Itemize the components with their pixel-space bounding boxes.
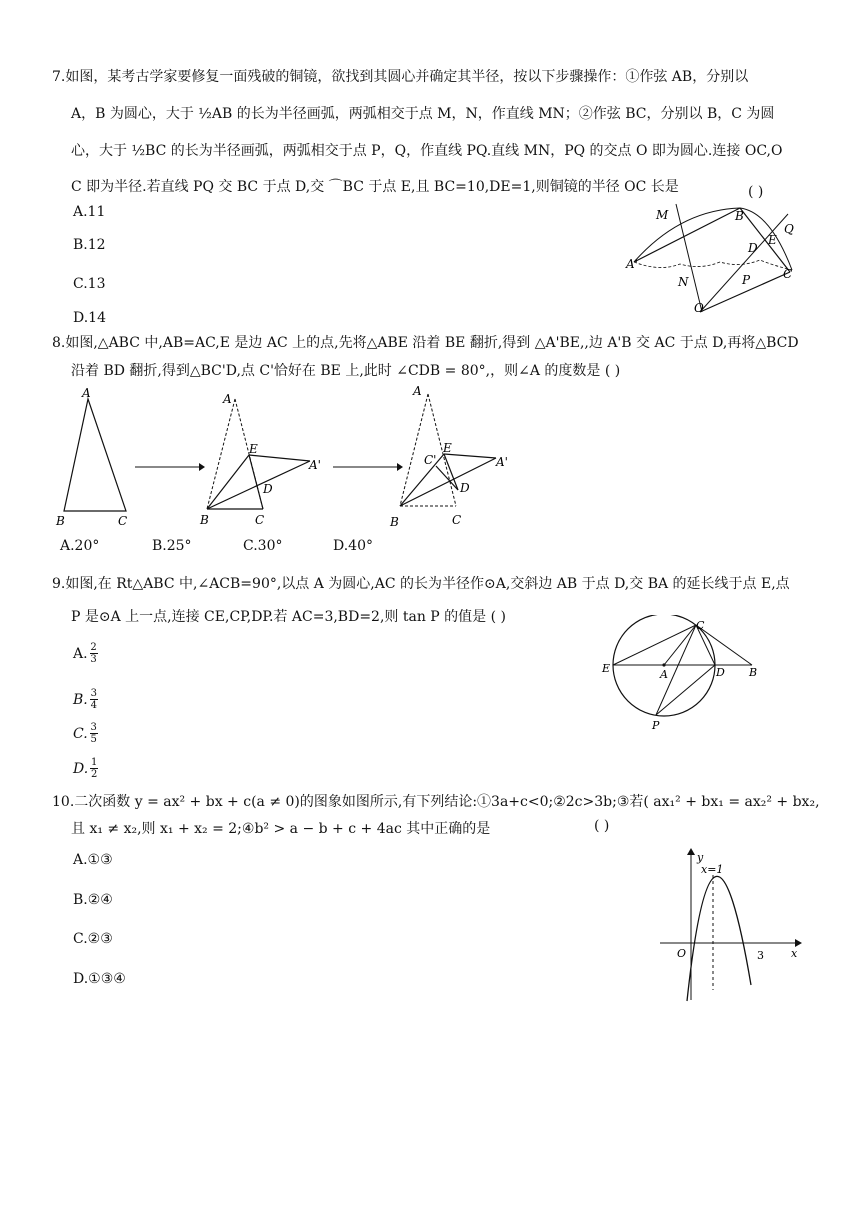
q9-option-c-den: 5 bbox=[90, 734, 97, 745]
q8-f3-label-c: C bbox=[452, 513, 462, 527]
q7-label-o: O bbox=[694, 301, 704, 315]
q10-line-2: 且 x₁ ≠ x₂,则 x₁ + x₂ = 2;④b² > a − b + c + 4ac 其中正确的是 bbox=[71, 821, 491, 837]
q10-label-axis: x=1 bbox=[701, 863, 724, 876]
q10-option-c[interactable]: C.②③ bbox=[73, 931, 113, 947]
q10-bracket: ( ) bbox=[594, 818, 610, 834]
q7-label-p: P bbox=[742, 273, 751, 287]
q9-option-c-num: 3 bbox=[90, 722, 97, 733]
q7-option-c[interactable]: C.13 bbox=[73, 276, 106, 292]
q7-option-b[interactable]: B.12 bbox=[73, 237, 106, 253]
q9-option-c-prefix: C. bbox=[73, 725, 88, 742]
q8-f3-label-c-prime: C' bbox=[424, 453, 437, 467]
q10-label-x: x bbox=[791, 947, 798, 960]
q8-f2-label-a: A bbox=[223, 392, 232, 406]
q9-label-d: D bbox=[716, 666, 725, 679]
q7-line-1: 7.如图，某考古学家要修复一面残破的铜镜，欲找到其圆心并确定其半径，按以下步骤操作：①作弦 AB，分别以 bbox=[52, 69, 749, 85]
q7-label-e: E bbox=[768, 233, 777, 247]
q7-label-b: B bbox=[735, 209, 744, 223]
q10-line-1: 10.二次函数 y = ax² + bx + c(a ≠ 0)的图象如图所示,有下列结论:①3a+c<0;②2c>3b;③若( ax₁² + bx₁ = ax₂² + bx₂, bbox=[52, 794, 820, 810]
q9-option-d[interactable] bbox=[73, 757, 98, 780]
q7-line-2: A，B 为圆心，大于 ½AB 的长为半径画弧，两弧相交于点 M，N，作直线 MN；②作弦 BC，分别以 B，C 为圆 bbox=[71, 106, 775, 122]
q10-parabola bbox=[687, 876, 751, 1001]
q8-f3-label-e: E bbox=[443, 441, 452, 455]
q8-f3-label-a: A bbox=[413, 384, 422, 398]
q8-f1-label-c: C bbox=[118, 514, 128, 528]
q8-option-c[interactable]: C.30° bbox=[243, 538, 283, 554]
q9-label-c: C bbox=[696, 619, 705, 632]
q9-option-d-den: 2 bbox=[91, 769, 98, 780]
q9-label-p: P bbox=[652, 719, 660, 732]
q10-label-origin: O bbox=[677, 947, 687, 960]
q9-option-a[interactable] bbox=[73, 642, 98, 665]
q9-option-b[interactable] bbox=[73, 688, 98, 711]
q7-label-d: D bbox=[748, 241, 758, 255]
q9-segment-ca bbox=[664, 625, 696, 665]
q9-option-b-den: 4 bbox=[90, 700, 97, 711]
q9-label-e: E bbox=[602, 662, 611, 675]
q7-line-4: C 即为半径.若直线 PQ 交 BC 于点 D,交 ⌒BC 于点 E,且 BC=10,DE=1,则铜镜的半径 OC 长是 bbox=[71, 179, 679, 195]
q9-option-d-num: 1 bbox=[91, 757, 98, 768]
q8-option-b[interactable]: B.25° bbox=[152, 538, 192, 554]
q8-f2-label-b: B bbox=[200, 513, 209, 527]
q7-line-3: 心，大于 ½BC 的长为半径画弧，两弧相交于点 P，Q，作直线 PQ.直线 MN，PQ 的交点 O 即为圆心.连接 OC,O bbox=[71, 143, 783, 159]
q9-option-b-prefix: B. bbox=[73, 691, 88, 708]
q9-option-a-prefix: A. bbox=[73, 645, 88, 662]
q9-option-d-prefix: D. bbox=[73, 760, 89, 777]
q8-f3-label-b: B bbox=[390, 515, 399, 529]
q9-label-b: B bbox=[749, 666, 758, 679]
q7-label-n: N bbox=[678, 275, 689, 289]
q8-f1-label-a: A bbox=[82, 386, 91, 400]
q8-figure-1 bbox=[52, 385, 142, 530]
q8-line-1: 8.如图,△ABC 中,AB=AC,E 是边 AC 上的点,先将△ABE 沿着 BE 翻折,得到 △A'BE,,边 A'B 交 AC 于点 D,再将△BCD bbox=[52, 335, 799, 351]
q9-line-1: 9.如图,在 Rt△ABC 中,∠ACB=90°,以点 A 为圆心,AC 的长为半径作⊙A,交斜边 AB 于点 D,交 BA 的延长线于点 E,点 bbox=[52, 576, 790, 592]
q9-option-a-den: 3 bbox=[90, 654, 97, 665]
q9-circle-figure bbox=[598, 615, 763, 737]
q7-option-d[interactable]: D.14 bbox=[73, 310, 106, 326]
q9-line-2: P 是⊙A 上一点,连接 CE,CP,DP.若 AC=3,BD=2,则 tan P 的值是 ( ) bbox=[71, 609, 506, 625]
q8-f1-label-b: B bbox=[56, 514, 65, 528]
q9-option-c[interactable] bbox=[73, 722, 98, 745]
q8-f3-label-d: D bbox=[460, 481, 470, 495]
q7-label-m: M bbox=[656, 208, 669, 222]
q8-figure-3 bbox=[388, 380, 523, 530]
q7-broken-edge bbox=[634, 260, 792, 270]
q8-f2-label-c: C bbox=[255, 513, 265, 527]
q7-option-a[interactable]: A.11 bbox=[73, 204, 106, 220]
q8-line-2: 沿着 BD 翻折,得到△BC'D,点 C'恰好在 BE 上,此时 ∠CDB = 80°,，则∠A 的度数是 ( ) bbox=[71, 363, 621, 379]
q10-label-y: y bbox=[697, 851, 704, 864]
q9-option-b-num: 3 bbox=[90, 688, 97, 699]
q8-f2-label-e: E bbox=[249, 442, 258, 456]
q7-mirror-figure bbox=[620, 200, 810, 325]
q8-option-d[interactable]: D.40° bbox=[333, 538, 373, 554]
q9-option-a-num: 2 bbox=[90, 642, 97, 653]
q8-f3-label-a-prime: A' bbox=[496, 455, 508, 469]
q7-label-a: A' bbox=[626, 257, 638, 271]
q10-option-b[interactable]: B.②④ bbox=[73, 892, 113, 908]
q7-line-pq bbox=[700, 214, 788, 312]
q10-label-3: 3 bbox=[757, 949, 764, 962]
q7-label-c: C bbox=[783, 267, 793, 281]
q8-figure-2 bbox=[195, 385, 330, 530]
q7-label-q: Q bbox=[784, 222, 794, 236]
q10-parabola-figure bbox=[655, 845, 805, 1005]
q8-f2-label-a-prime: A' bbox=[309, 458, 321, 472]
q8-option-a[interactable]: A.20° bbox=[60, 538, 100, 554]
q7-bracket: ( ) bbox=[748, 184, 764, 200]
q7-chord-ab bbox=[634, 208, 740, 262]
q10-option-d[interactable]: D.①③④ bbox=[73, 971, 126, 987]
q10-option-a[interactable]: A.①③ bbox=[73, 852, 113, 868]
q8-f2-label-d: D bbox=[263, 482, 273, 496]
q9-label-a: A bbox=[660, 668, 668, 681]
